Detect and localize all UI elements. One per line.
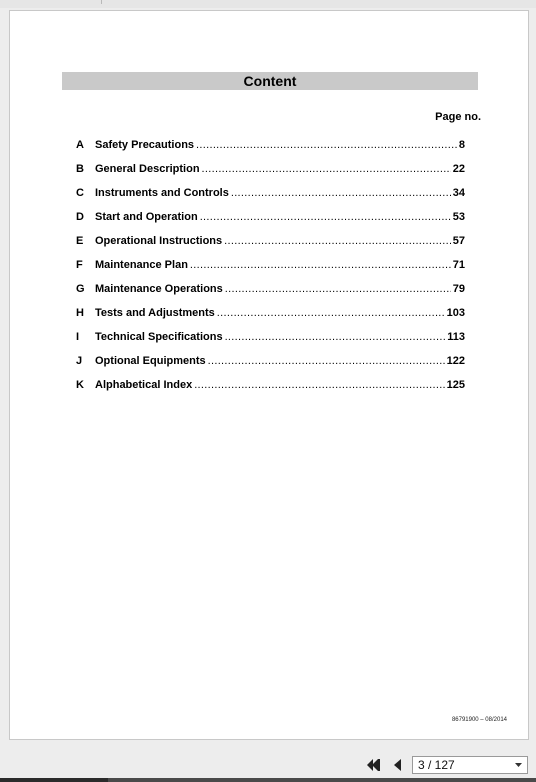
toc-leader xyxy=(208,349,445,373)
toc-page: 57 xyxy=(452,235,465,247)
toc-label: Alphabetical Index xyxy=(95,379,193,391)
toc-label: Tests and Adjustments xyxy=(95,307,215,319)
toc-letter: I xyxy=(76,331,80,343)
toc-label: General Description xyxy=(95,163,200,175)
toc-page: 79 xyxy=(452,283,465,295)
toc-letter: G xyxy=(76,283,85,295)
toc-leader xyxy=(217,301,445,325)
toc-label: Safety Precautions xyxy=(95,139,195,151)
toc-letter: F xyxy=(76,259,83,271)
page-indicator: 3 / 127 xyxy=(418,758,455,772)
toc-letter: D xyxy=(76,211,84,223)
toc-page: 53 xyxy=(452,211,465,223)
toc-entry-b[interactable] xyxy=(76,157,465,181)
toc-page: 34 xyxy=(452,187,465,199)
toc-entry-g[interactable] xyxy=(76,277,465,301)
toc-entry-d[interactable] xyxy=(76,205,465,229)
toc-leader xyxy=(225,277,451,301)
toc-leader xyxy=(224,229,451,253)
first-page-icon[interactable] xyxy=(366,758,380,772)
toc-entry-c[interactable] xyxy=(76,181,465,205)
content-title-bar xyxy=(62,72,478,90)
toc-label: Start and Operation xyxy=(95,211,198,223)
document-code: 86791900 – 08/2014 xyxy=(451,717,507,723)
page-title: Content xyxy=(243,73,297,89)
toc-letter: E xyxy=(76,235,84,247)
page-no-header: Page no. xyxy=(435,111,481,123)
toc-label: Maintenance Operations xyxy=(95,283,223,295)
toc-label: Instruments and Controls xyxy=(95,187,229,199)
toc-leader xyxy=(225,325,446,349)
toc-page: 113 xyxy=(447,331,465,343)
toc-leader xyxy=(231,181,451,205)
toc-leader xyxy=(194,373,444,397)
toc-letter: A xyxy=(76,139,84,151)
toc-leader xyxy=(200,205,451,229)
toc-entry-e[interactable] xyxy=(76,229,465,253)
toc-leader xyxy=(202,157,451,181)
toc-letter: J xyxy=(76,355,83,367)
toc-label: Optional Equipments xyxy=(95,355,206,367)
toc-entry-a[interactable] xyxy=(76,133,465,157)
toc-letter: H xyxy=(76,307,84,319)
toc-page: 71 xyxy=(452,259,465,271)
toc-page: 125 xyxy=(446,379,465,391)
toc-entry-i[interactable] xyxy=(76,325,465,349)
toc-page: 22 xyxy=(452,163,465,175)
toc-leader xyxy=(190,253,451,277)
taskbar-segment xyxy=(108,778,536,782)
table-of-contents xyxy=(76,133,465,397)
toc-letter: B xyxy=(76,163,84,175)
toc-page: 103 xyxy=(446,307,465,319)
dropdown-arrow-icon xyxy=(515,762,522,768)
toc-page: 8 xyxy=(458,139,465,151)
toc-page: 122 xyxy=(446,355,465,367)
toc-entry-k[interactable] xyxy=(76,373,465,397)
previous-page-icon[interactable] xyxy=(391,758,405,772)
page-number-select[interactable] xyxy=(412,756,528,774)
toc-entry-j[interactable] xyxy=(76,349,465,373)
toc-label: Maintenance Plan xyxy=(95,259,188,271)
top-divider xyxy=(101,0,102,4)
toc-entry-h[interactable] xyxy=(76,301,465,325)
viewer-top-bar xyxy=(0,0,536,8)
toc-letter: K xyxy=(76,379,84,391)
toc-leader xyxy=(196,133,457,157)
toc-letter: C xyxy=(76,187,84,199)
toc-label: Technical Specifications xyxy=(95,331,223,343)
toc-entry-f[interactable] xyxy=(76,253,465,277)
toc-label: Operational Instructions xyxy=(95,235,223,247)
taskbar-strip xyxy=(0,778,536,782)
